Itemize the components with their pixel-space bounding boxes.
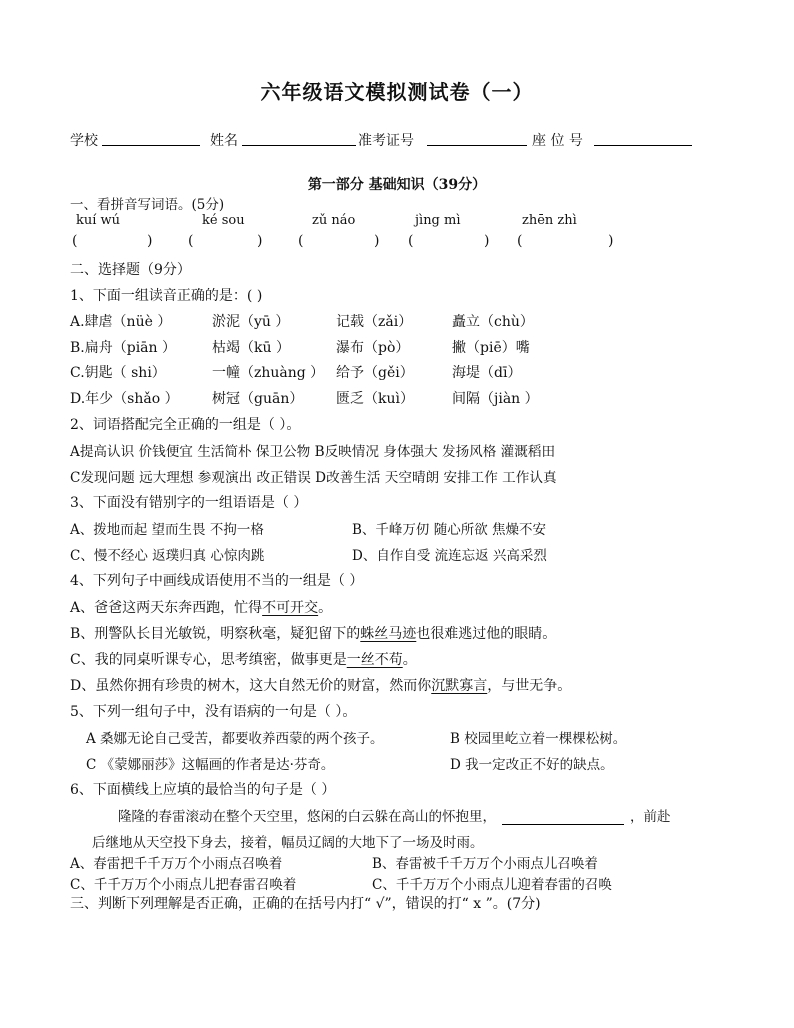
q2-3-option-a: A、拨地而起 望而生畏 不拘一格: [70, 522, 264, 538]
sentence-text: A、爸爸这两天东奔西跑，忙得: [70, 600, 263, 616]
option-cell: 间隔（jiàn ）: [452, 391, 539, 407]
q2-1-option-d: [70, 388, 670, 408]
pinyin-2: ké sou: [202, 213, 245, 228]
answer-paren-4-open: (: [408, 233, 414, 249]
q2-6-stem: 6、下面横线上应填的最恰当的句子是（ ）: [70, 782, 336, 798]
option-cell: 匮乏（kuì）: [336, 391, 414, 407]
exam-no-field[interactable]: [427, 130, 527, 146]
q2-3-option-d: D、自作自受 流连忘返 兴高采烈: [352, 548, 547, 564]
sentence-text: D、虽然你拥有珍贵的树木，这大自然无价的财富，然而你: [70, 678, 432, 694]
school-field[interactable]: [102, 130, 200, 146]
q2-4-option-c: [70, 649, 417, 669]
q2-4-stem: 4、下列句子中画线成语使用不当的一组是（ ）: [70, 573, 364, 589]
answer-paren-2-open: (: [188, 233, 194, 249]
q2-5-option-a: A 桑娜无论自己受苦，都要收养西蒙的两个孩子。: [86, 731, 384, 747]
answer-paren-2-close: ): [257, 233, 263, 249]
q2-3-stem: 3、下面没有错别字的一组语语是（ ）: [70, 495, 308, 511]
option-cell: 一幢（zhuàng ）: [212, 365, 325, 381]
q2-6-option-d: C、千千万万个小雨点儿迎着春雷的召唤: [372, 877, 612, 893]
q2-2-stem: 2、词语搭配完全正确的一组是（ ）。: [70, 417, 301, 433]
sentence-text: 也很难逃过他的眼睛。: [416, 626, 557, 642]
option-cell: D.年少（shǎo ）: [70, 391, 179, 407]
option-cell: C.钥匙（ shi）: [70, 365, 166, 381]
q2-1-option-a: [70, 311, 670, 331]
q2-heading: 二、选择题（9分）: [70, 262, 191, 278]
q2-2-options-ab: A提高认识 价钱便宜 生活简朴 保卫公物 B反映情况 身体强大 发扬风格 灌溉稻田: [70, 444, 556, 460]
answer-paren-1-open: (: [72, 233, 78, 249]
option-cell: 枯竭（kū ）: [212, 340, 290, 356]
underlined-idiom: 一丝不苟: [346, 652, 403, 668]
q2-2-options-cd: C发现问题 远大理想 参观演出 改正错误 D改善生活 天空晴朗 安排工作 工作认真: [70, 470, 557, 486]
sentence-text: ，与世无争。: [487, 678, 572, 694]
answer-paren-5-open: (: [517, 233, 523, 249]
q2-6-passage-line1: [118, 805, 671, 825]
q2-5-option-b: B 校园里屹立着一棵棵松树。: [450, 731, 627, 747]
answer-paren-3-close: ): [374, 233, 380, 249]
q1-heading: 一、看拼音写词语。(5分): [70, 197, 225, 213]
option-cell: 撇（piē）嘴: [452, 340, 530, 356]
option-cell: 树冠（guān）: [212, 391, 304, 407]
answer-paren-3-open: (: [298, 233, 304, 249]
option-cell: 矗立（chù）: [452, 314, 534, 330]
passage-text: 隆隆的春雷滚动在整个天空里，悠闲的白云躲在高山的怀抱里，: [118, 809, 496, 825]
option-cell: 瀑布（pò）: [336, 340, 410, 356]
q2-6-passage-line2: 后继地从天空投下身去，接着，幅员辽阔的大地下了一场及时雨。: [92, 835, 484, 851]
q2-1-stem: 1、下面一组读音正确的是：( ): [70, 288, 263, 304]
name-label: 姓名: [210, 133, 238, 149]
q2-1-option-b: [70, 337, 670, 357]
sentence-text: C、我的同桌听课专心，思考缜密，做事更是: [70, 652, 347, 668]
seat-field[interactable]: [594, 130, 692, 146]
pinyin-1: kuí wú: [76, 213, 121, 228]
fill-blank[interactable]: [502, 810, 624, 825]
name-field[interactable]: [242, 130, 356, 146]
passage-text: ，前赴: [630, 809, 671, 825]
q2-6-option-c: C、千千万万个小雨点儿把春雷召唤着: [70, 877, 297, 893]
q3-heading: 三、判断下列理解是否正确，正确的在括号内打“ √”，错误的打“ x ”。(7分): [70, 896, 541, 912]
q2-3-option-c: C、慢不经心 返璞归真 心惊肉跳: [70, 548, 265, 564]
q2-4-option-a: [70, 597, 332, 617]
q2-1-option-c: [70, 362, 670, 382]
answer-paren-4-close: ): [484, 233, 490, 249]
part-heading: 第一部分 基础知识（39分）: [307, 177, 487, 193]
pinyin-4: jìng mì: [415, 213, 461, 228]
option-cell: A.肆虐（nüè ）: [70, 314, 172, 330]
answer-paren-5-close: ): [608, 233, 614, 249]
underlined-idiom: 沉默寡言: [431, 678, 488, 694]
q2-4-option-b: [70, 623, 556, 643]
school-label: 学校: [70, 133, 98, 149]
sentence-text: 。: [318, 600, 333, 616]
sentence-text: B、刑警队长目光敏锐，明察秋毫，疑犯留下的: [70, 626, 361, 642]
q2-3-option-b: B、千峰万仞 随心所欲 焦燥不安: [352, 522, 547, 538]
option-cell: 记载（zǎi）: [336, 314, 413, 330]
q2-5-stem: 5、下列一组句子中，没有语病的一句是（ ）。: [70, 704, 357, 720]
option-cell: 给予（gěi）: [336, 365, 414, 381]
q2-4-option-d: [70, 675, 571, 695]
option-cell: 淤泥（yū ）: [212, 314, 290, 330]
seat-label: 座 位 号: [532, 133, 583, 149]
q2-6-option-a: A、春雷把千千万万个小雨点召唤着: [70, 856, 283, 872]
option-cell: B.扁舟（piān ）: [70, 340, 176, 356]
sentence-text: 。: [402, 652, 417, 668]
answer-paren-1-close: ): [147, 233, 153, 249]
underlined-idiom: 不可开交: [262, 600, 319, 616]
underlined-idiom: 蛛丝马迹: [360, 626, 417, 642]
option-cell: 海堤（dī）: [452, 365, 522, 381]
q2-5-option-c: C 《蒙娜丽莎》这幅画的作者是达·芬奇。: [86, 757, 335, 773]
pinyin-5: zhēn zhì: [522, 213, 577, 228]
exam-no-label: 准考证号: [358, 133, 414, 149]
pinyin-3: zǔ náo: [312, 213, 356, 228]
q2-6-option-b: B、春雷被千千万万个小雨点儿召唤着: [372, 856, 598, 872]
page-title: 六年级语文模拟测试卷（一）: [260, 80, 534, 104]
q2-5-option-d: D 我一定改正不好的缺点。: [450, 757, 614, 773]
